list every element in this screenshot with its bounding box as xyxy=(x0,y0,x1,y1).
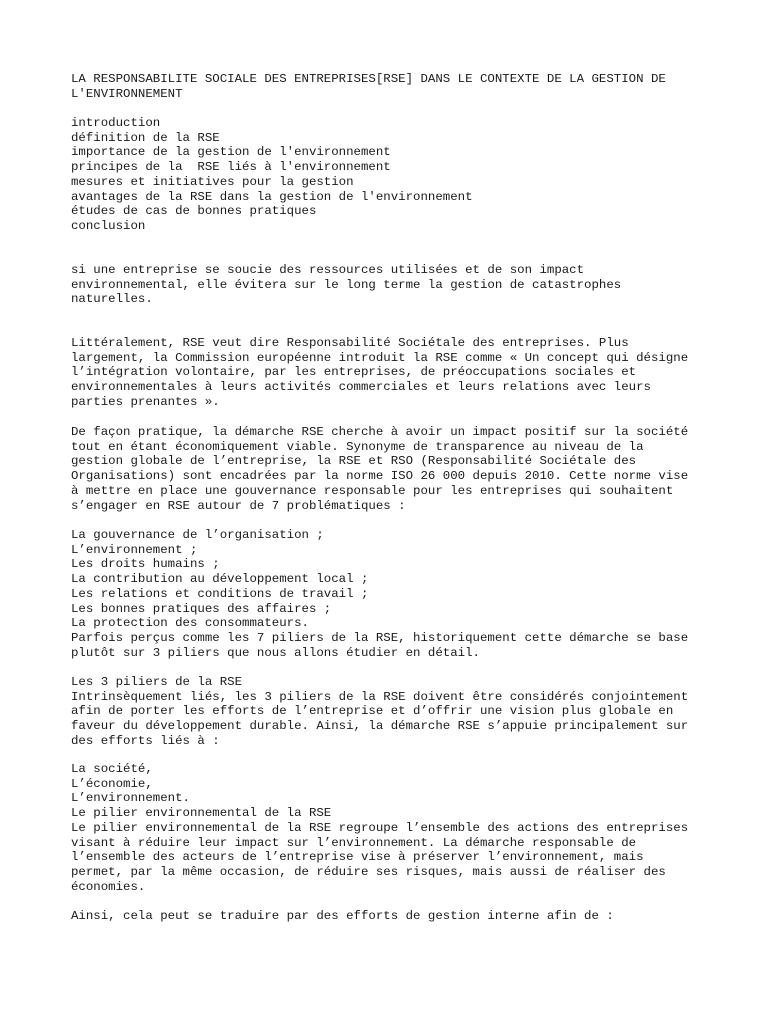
text-line: La gouvernance de l’organisation ; xyxy=(71,528,324,542)
text-line: permet, par la même occasion, de réduire ses risques, mais aussi de réaliser des xyxy=(71,864,666,879)
text-line: avantages de la RSE dans la gestion de l'environnement xyxy=(71,189,473,204)
text-line: l’ensemble des acteurs de l’entreprise vise à préserver l’environnement, mais xyxy=(71,850,644,865)
text-line: mesures et initiatives pour la gestion xyxy=(71,174,354,189)
text-line: principes de la RSE liés à l'environnement xyxy=(71,160,391,175)
environment-pillar-section xyxy=(71,762,731,894)
text-line: naturelles. xyxy=(71,292,153,307)
text-line: Les droits humains ; xyxy=(71,557,220,572)
text-line: afin de porter les efforts de l’entreprise et d’offrir une vision plus globale en xyxy=(71,704,674,719)
text-line: études de cas de bonnes pratiques xyxy=(71,204,317,219)
text-line: La société, xyxy=(71,762,153,776)
text-line: La protection des consommateurs. xyxy=(71,616,309,631)
text-line: Le pilier environnemental de la RSE xyxy=(71,806,332,821)
text-line: De façon pratique, la démarche RSE cherche à avoir un impact positif sur la société xyxy=(71,425,689,439)
text-line: L'ENVIRONNEMENT xyxy=(71,86,183,101)
text-line: largement, la Commission européenne introduit la RSE comme « Un concept qui désigne xyxy=(71,350,689,365)
text-line: des efforts liés à : xyxy=(71,733,220,748)
definition-paragraph xyxy=(71,336,731,410)
text-line: L’environnement ; xyxy=(71,542,198,557)
text-line: L’économie, xyxy=(71,776,153,791)
text-line: environnemental, elle évitera sur le long terme la gestion de catastrophes xyxy=(71,277,622,292)
text-line: l’intégration volontaire, par les entreprises, de préoccupations sociales et xyxy=(71,365,637,380)
text-line: Littéralement, RSE veut dire Responsabilité Sociétale des entreprises. Plus xyxy=(71,336,629,350)
text-line: conclusion xyxy=(71,218,146,233)
text-line: Les relations et conditions de travail ; xyxy=(71,586,369,601)
text-line: visant à réduire leur impact sur l’environnement. La démarche responsable de xyxy=(71,835,637,850)
practice-paragraph xyxy=(71,425,731,513)
text-line: LA RESPONSABILITE SOCIALE DES ENTREPRISES[RSE] DANS LE CONTEXTE DE LA GESTION DE xyxy=(71,72,666,86)
text-line: introduction xyxy=(71,116,161,130)
text-line: Les 3 piliers de la RSE xyxy=(71,675,243,689)
pillars-paragraph xyxy=(71,675,731,749)
text-line: La contribution au développement local ; xyxy=(71,572,369,587)
outline-list xyxy=(71,116,731,234)
text-line: à mettre en place une gouvernance responsable pour les entreprises qui souhaitent xyxy=(71,483,674,498)
text-line: plutôt sur 3 piliers que nous allons étudier en détail. xyxy=(71,645,480,660)
text-line: parties prenantes ». xyxy=(71,394,220,409)
intro-paragraph xyxy=(71,263,731,307)
text-line: économies. xyxy=(71,879,146,894)
document-title xyxy=(71,72,731,101)
text-line: Intrinsèquement liés, les 3 piliers de la RSE doivent être considérés conjointement xyxy=(71,689,689,704)
closing-paragraph xyxy=(71,909,731,924)
text-line: Organisations) sont encadrées par la norme ISO 26 000 depuis 2010. Cette norme vise xyxy=(71,469,689,484)
text-line: Le pilier environnemental de la RSE regroupe l’ensemble des actions des entreprises xyxy=(71,820,689,835)
issues-list xyxy=(71,528,731,660)
text-line: tout en étant économiquement viable. Synonyme de transparence au niveau de la xyxy=(71,439,644,454)
text-line: si une entreprise se soucie des ressources utilisées et de son impact xyxy=(71,263,585,277)
text-line: Ainsi, cela peut se traduire par des efforts de gestion interne afin de : xyxy=(71,909,614,923)
text-line: Parfois perçus comme les 7 piliers de la RSE, historiquement cette démarche se base xyxy=(71,630,689,645)
text-line: importance de la gestion de l'environnement xyxy=(71,145,391,160)
text-line: Les bonnes pratiques des affaires ; xyxy=(71,601,332,616)
text-line: définition de la RSE xyxy=(71,130,220,145)
text-line: L’environnement. xyxy=(71,791,190,806)
text-line: s’engager en RSE autour de 7 problématiques : xyxy=(71,498,406,513)
text-line: environnementales à leurs activités commerciales et leurs relations avec leurs xyxy=(71,380,651,395)
text-line: gestion globale de l’entreprise, la RSE et RSO (Responsabilité Sociétale des xyxy=(71,454,637,469)
text-line: faveur du développement durable. Ainsi, la démarche RSE s’appuie principalement sur xyxy=(71,719,689,734)
